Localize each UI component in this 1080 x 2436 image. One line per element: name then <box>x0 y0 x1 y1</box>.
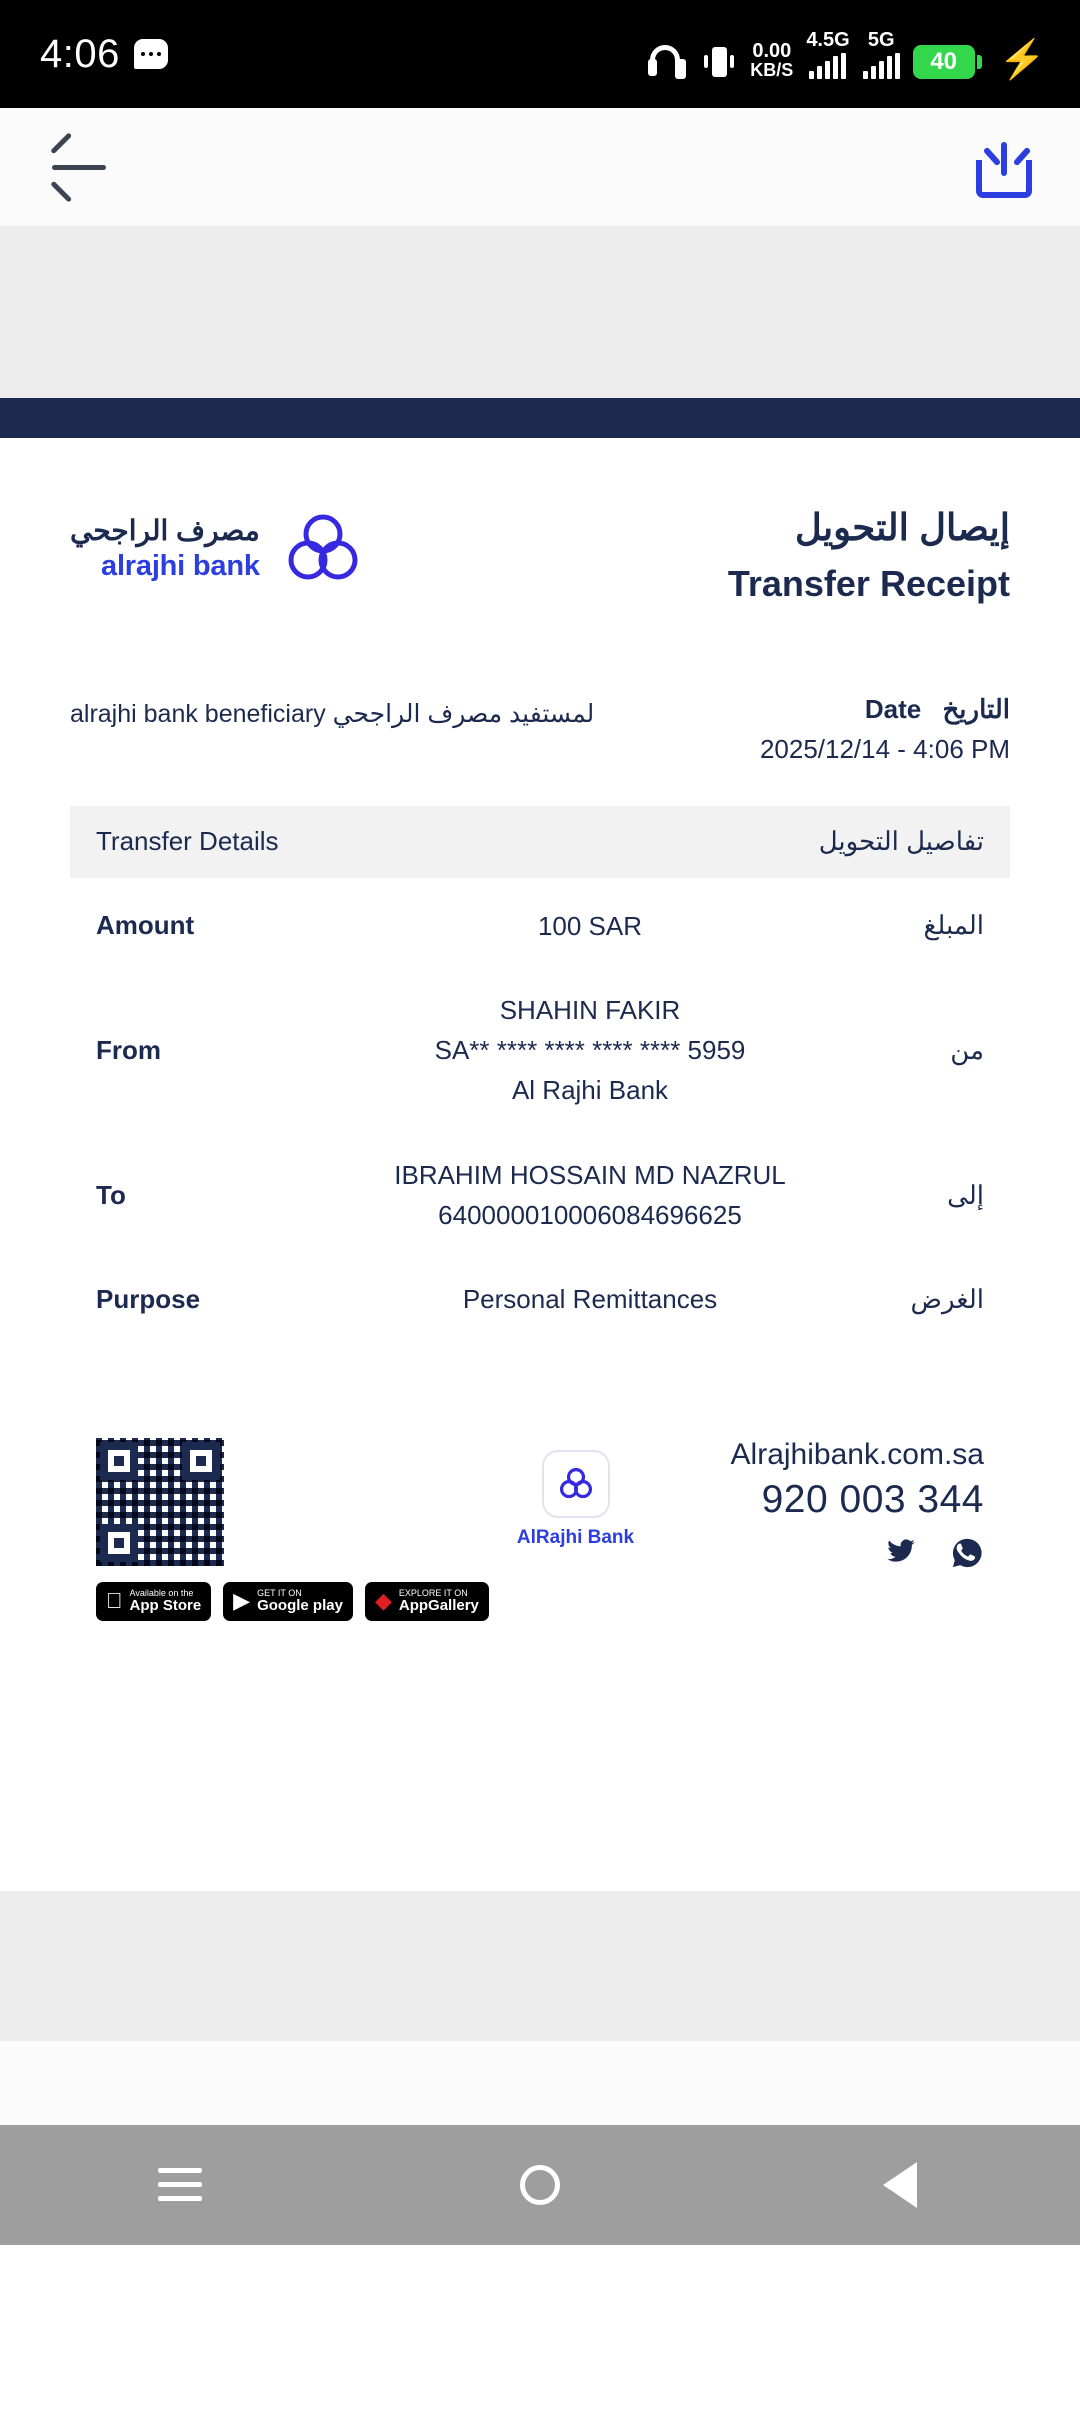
transfer-details-header <box>70 806 1010 878</box>
signal-bars-2 <box>863 53 900 79</box>
battery-percent: 40 <box>913 45 975 79</box>
table-row <box>70 968 1010 1133</box>
date-and-beneficiary-row <box>70 689 1010 770</box>
row-label-arabic: من <box>950 1034 984 1065</box>
bank-brand <box>70 506 366 592</box>
apple-app-store-badge[interactable] <box>96 1582 211 1621</box>
data-rate-indicator <box>750 41 793 79</box>
app-shortcut-label: AlRajhi Bank <box>500 1526 618 1548</box>
menu-recents-icon[interactable] <box>120 2125 240 2245</box>
date-label-arabic: التاريخ <box>942 694 1010 724</box>
receipt-footer <box>70 1438 1010 1621</box>
receipt-title-english: Transfer Receipt <box>727 563 1010 604</box>
table-row <box>70 884 1010 968</box>
badge-big-text: Google play <box>240 1597 327 1615</box>
bottom-grey-spacer <box>0 1891 1080 2041</box>
app-shortcut[interactable] <box>500 1438 634 1549</box>
bank-brand-text <box>70 513 260 584</box>
headphone-icon <box>648 45 688 79</box>
badge-big-text: AppGallery <box>382 1597 463 1615</box>
row-label-english: To <box>96 1179 126 1210</box>
badge-big-text: App Store <box>113 1597 185 1615</box>
row-label-arabic: المبلغ <box>923 910 984 941</box>
date-value: 2025/12/14 - 4:06 PM <box>759 734 1010 765</box>
receipt-titles <box>728 506 1010 605</box>
app-store-badges <box>96 1582 489 1621</box>
bank-website[interactable]: Alrajhibank.com.sa <box>730 1437 984 1471</box>
home-circle-icon[interactable] <box>480 2125 600 2245</box>
row-value <box>326 1155 854 1236</box>
table-row <box>70 1257 1010 1341</box>
footer-left <box>96 1438 634 1621</box>
alrajhi-logo-icon <box>280 506 366 592</box>
footer-right <box>731 1438 984 1575</box>
status-time: 4:06 <box>40 31 120 76</box>
transfer-details-rows <box>70 884 1010 1342</box>
row-value-line2: SA** **** **** **** **** 5959 <box>434 1035 746 1066</box>
whatsapp-icon[interactable] <box>950 1536 984 1575</box>
row-label-english: From <box>96 1034 161 1065</box>
badge-small-text: EXPLORE IT ON <box>382 1587 452 1598</box>
appgallery-icon: ◆ <box>358 1588 376 1614</box>
alrajhi-app-icon <box>542 1450 610 1518</box>
bank-name-english: alrajhi bank <box>101 550 260 583</box>
qr-code-icon <box>96 1438 224 1566</box>
huawei-appgallery-badge[interactable] <box>358 1582 489 1621</box>
transfer-details-title-arabic: تفاصيل التحويل <box>818 826 984 857</box>
play-triangle-icon: ▶ <box>216 1588 234 1614</box>
receipt-title-arabic: إيصال التحويل <box>794 507 1010 548</box>
back-triangle-icon[interactable] <box>840 2125 960 2245</box>
date-label <box>760 689 1010 729</box>
chat-bubble-icon <box>134 39 168 69</box>
top-grey-spacer <box>0 226 1080 398</box>
status-bar-left <box>40 32 168 77</box>
transfer-details-title-english: Transfer Details <box>96 826 279 857</box>
row-value-line3: Al Rajhi Bank <box>511 1075 669 1106</box>
status-bar-right <box>648 30 1046 79</box>
beneficiary-text: alrajhi bank beneficiary لمستفيد مصرف الراجحي <box>70 700 595 728</box>
google-play-badge[interactable] <box>216 1582 353 1621</box>
receipt-header <box>70 438 1010 605</box>
row-label-arabic: الغرض <box>910 1284 984 1315</box>
apple-icon <box>106 1590 123 1612</box>
network-label-1: 4.5G <box>806 28 850 51</box>
row-value-line1: SHAHIN FAKIR <box>499 994 681 1025</box>
bank-phone-number[interactable]: 920 003 344 <box>761 1477 984 1521</box>
app-toolbar <box>0 108 1080 226</box>
lightning-bolt-icon: ⚡ <box>998 38 1046 81</box>
bottom-white-spacer <box>0 2041 1080 2125</box>
transfer-receipt <box>0 438 1080 1621</box>
status-bar <box>0 0 1080 108</box>
signal-indicator-2 <box>863 30 900 79</box>
back-arrow-icon[interactable] <box>48 141 112 193</box>
qr-and-stores <box>96 1438 489 1621</box>
row-label-arabic: إلى <box>947 1179 984 1210</box>
row-value: Personal Remittances <box>462 1284 718 1315</box>
twitter-icon[interactable] <box>884 1536 918 1575</box>
bank-name-arabic: مصرف الراجحي <box>70 515 260 547</box>
signal-indicator-1 <box>806 30 849 79</box>
navy-accent-band <box>0 398 1080 438</box>
data-rate-value: 0.00 <box>752 39 792 62</box>
row-value-line1: IBRAHIM HOSSAIN MD NAZRUL <box>394 1159 786 1190</box>
social-links <box>731 1536 984 1575</box>
row-label-english: Purpose <box>96 1284 201 1315</box>
system-nav-bar <box>0 2125 1080 2245</box>
row-value: 100 SAR <box>537 910 643 941</box>
badge-small-text: GET IT ON <box>240 1587 286 1598</box>
row-value-line2: 640000010006084696625 <box>438 1200 742 1231</box>
network-label-2: 5G <box>867 28 895 51</box>
vibrate-icon <box>701 43 737 79</box>
badge-small-text: Available on the <box>113 1587 177 1598</box>
data-rate-unit: KB/S <box>750 59 794 80</box>
row-value <box>326 990 854 1111</box>
row-label-english: Amount <box>96 910 195 941</box>
table-row <box>70 1133 1010 1258</box>
date-block <box>760 689 1010 770</box>
date-label-english: Date <box>864 694 922 724</box>
battery-icon <box>913 45 982 79</box>
signal-bars-1 <box>809 53 846 79</box>
share-upload-icon[interactable] <box>976 136 1032 198</box>
